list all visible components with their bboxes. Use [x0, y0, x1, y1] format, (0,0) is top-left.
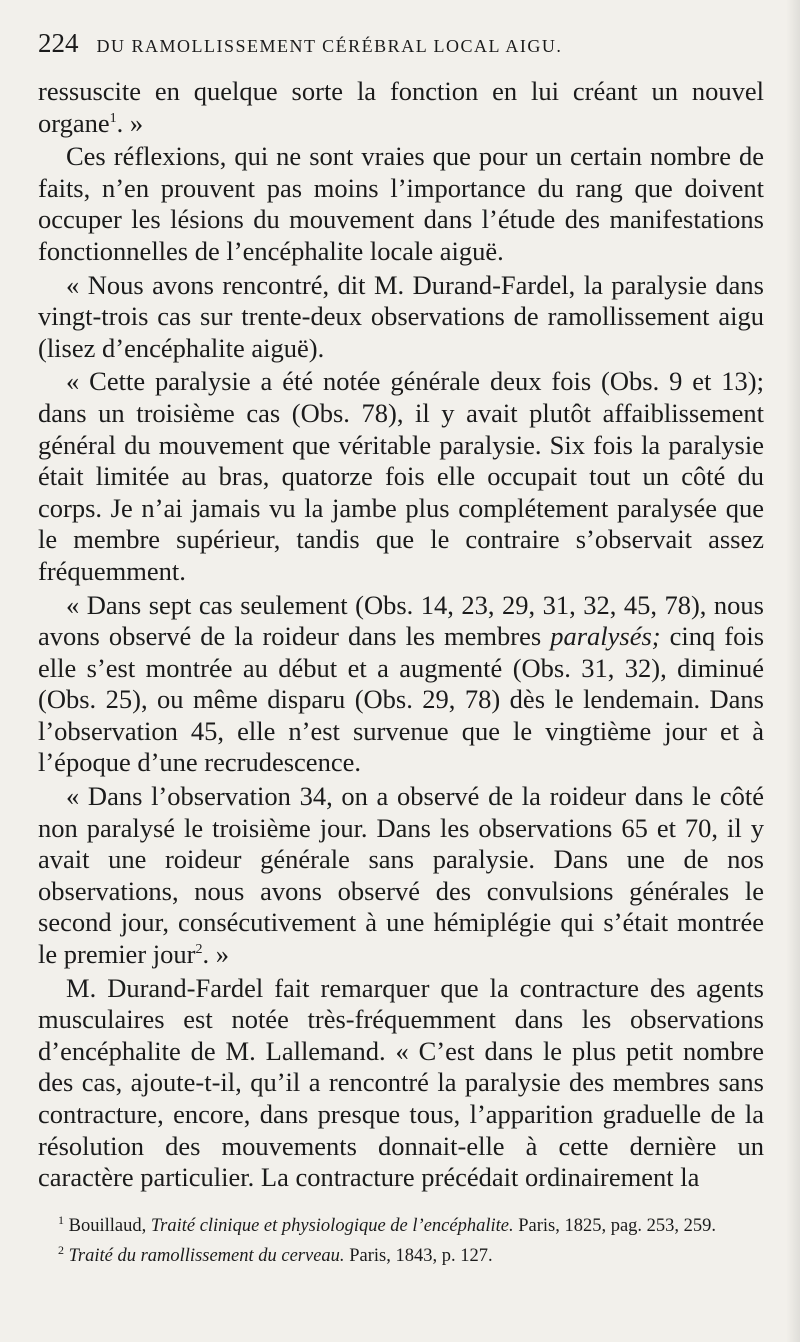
footnotes [38, 1214, 764, 1268]
paragraph: « Dans sept cas seulement (Obs. 14, 23, 29, 31, 32, 45, 78), nous avons observé de la roideur dans les membres paralysés; cinq fois elle s’est montrée au début et a augmenté (Obs. 31, 32), diminué (Obs. 25), ou même disparu (Obs. 29, 78) dès le lendemain. Dans l’observation 45, elle n’est survenue que le vingtième jour et à l’époque d’une recrudescence. [38, 589, 765, 778]
paragraph: « Nous avons rencontré, dit M. Durand-Fardel, la paralysie dans vingt-trois cas sur trente-deux observations de ramollissement aigu (lisez d’encéphalite aiguë). [38, 269, 764, 363]
body-text [38, 76, 764, 1194]
footnote-ref: 2 [195, 942, 203, 958]
paragraph: « Dans l’observation 34, on a observé de la roideur dans le côté non paralysé le troisième jour. Dans les observations 65 et 70, il y avait une roideur générale sans paralysie. Dans une de nos observations, nous avons observé des convulsions générales le second jour, consécutivement à une hémiplégie qui s’était montrée le premier jour$^2$. » [38, 781, 764, 970]
paragraph: ressuscite en quelque sorte la fonction en lui créant un nouvel organe$^1$. » [38, 76, 764, 138]
footnote: $^2$ Traité du ramollissement du cerveau. Paris, 1843, p. 127. [58, 1242, 493, 1266]
footnote-ref: 1 [109, 110, 117, 126]
paragraph: « Cette paralysie a été notée générale deux fois (Obs. 9 et 13); dans un troisième cas (Obs. 78), il y avait plutôt affaiblissement général du mouvement que véritable paralysie. Six fois la paralysie était limitée au bras, quatorze fois elle occupait tout un côté du corps. Je n’ai jamais vu la jambe plus complétement paralysée que le membre supérieur, tandis que le contraire s’observait assez fréquemment. [38, 366, 764, 586]
running-head: DU RAMOLLISSEMENT CÉRÉBRAL LOCAL AIGU. [96, 36, 563, 56]
footnote-mark: 1 [58, 1212, 64, 1227]
page-number: 224 [38, 28, 79, 58]
page-edge-shadow [786, 0, 800, 1342]
footnote: $^1$ Bouillaud, Traité clinique et physiologique de l’encéphalite. Paris, 1825, pag. 253, 259. [58, 1212, 717, 1236]
italic-text: paralysés; [550, 621, 661, 652]
footnote-mark: 2 [58, 1242, 64, 1257]
paragraph: Ces réflexions, qui ne sont vraies que pour un certain nombre de faits, n’en prouvent pas moins l’importance du rang que doivent occuper les lésions du mouvement dans l’étude des manifestations fonctionnelles de l’encéphalite locale aiguë. [38, 141, 764, 266]
page-header [38, 28, 764, 76]
paragraph: M. Durand-Fardel fait remarquer que la contracture des agents musculaires est notée très-fréquemment dans les observations d’encéphalite de M. Lallemand. « C’est dans le plus petit nombre des cas, ajoute-t-il, qu’il a rencontré la paralysie des membres sans contracture, encore, dans presque tous, l’apparition graduelle de la résolution des mouvements donnait-elle à cette dernière un caractère particulier. La contracture précédait ordinairement la [38, 972, 764, 1193]
